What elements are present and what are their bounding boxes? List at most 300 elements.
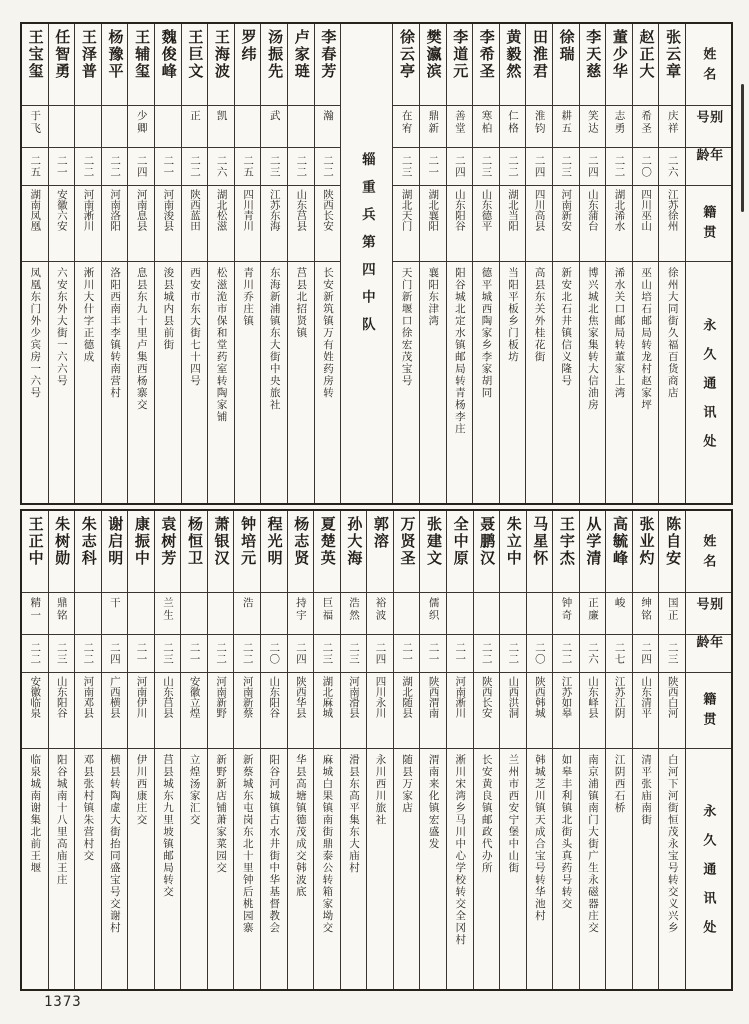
person-alias-cell	[315, 106, 341, 148]
person-name-cell	[288, 24, 314, 106]
person-name-cell	[474, 511, 500, 593]
person-name: 张云章	[664, 29, 682, 80]
person-origin: 陕西韩城	[533, 676, 546, 718]
person-origin-cell	[394, 673, 420, 749]
person-alias-cell	[500, 106, 526, 148]
person-alias: 武	[268, 110, 281, 123]
person-age: 二一	[401, 642, 414, 665]
person-alias: 绅铭	[640, 597, 653, 622]
person-name-cell	[341, 511, 367, 593]
person-column	[74, 24, 101, 503]
person-address: 立煌汤家汇交	[188, 754, 201, 826]
person-address: 伊川西康庄交	[135, 754, 148, 826]
person-alias-cell	[659, 593, 685, 635]
person-origin-cell	[580, 186, 606, 262]
person-origin: 江苏东海	[268, 189, 281, 231]
person-alias-cell	[22, 106, 48, 148]
person-age-cell	[393, 148, 419, 186]
person-origin-cell	[420, 673, 446, 749]
person-origin-cell	[447, 673, 473, 749]
person-origin-cell	[447, 186, 473, 262]
person-address-cell	[367, 749, 393, 989]
person-address: 博兴城北焦家集转大信油房	[586, 267, 599, 411]
person-column	[579, 511, 606, 989]
person-origin: 山东蒲台	[586, 189, 599, 231]
person-age: 二三	[666, 642, 679, 665]
person-age: 二六	[587, 642, 600, 665]
person-age-cell	[420, 148, 446, 186]
person-name-cell	[75, 511, 101, 593]
person-name: 孙大海	[345, 516, 363, 567]
person-name: 董少华	[610, 29, 628, 80]
person-alias-cell	[208, 593, 234, 635]
person-origin-cell	[208, 186, 234, 262]
person-name-cell	[102, 24, 128, 106]
header-age	[686, 635, 731, 673]
person-column	[473, 511, 500, 989]
person-address: 随县万家店	[401, 754, 414, 814]
header-address	[686, 262, 731, 503]
person-age: 二三	[321, 642, 334, 665]
person-alias-cell	[75, 106, 101, 148]
person-name-cell	[500, 511, 526, 593]
person-origin: 湖北麻城	[321, 676, 334, 718]
scan-edge-artifact	[741, 84, 744, 212]
header-age-label: 年龄	[694, 148, 724, 168]
person-alias-cell	[288, 106, 314, 148]
person-age-cell	[527, 635, 553, 673]
header-origin	[686, 673, 731, 749]
person-name-cell	[553, 24, 579, 106]
person-alias-cell	[288, 593, 314, 635]
person-age: 二四	[108, 642, 121, 665]
person-address-cell	[420, 749, 446, 989]
person-name-cell	[75, 24, 101, 106]
person-alias: 兰生	[162, 597, 175, 622]
person-name: 康振中	[132, 516, 150, 567]
header-alias	[686, 593, 731, 635]
person-alias-cell	[553, 106, 579, 148]
person-alias-cell	[261, 106, 287, 148]
person-name-cell	[553, 511, 579, 593]
person-address-cell	[208, 749, 234, 989]
person-origin-cell	[128, 186, 154, 262]
person-age-cell	[500, 635, 526, 673]
person-age-cell	[102, 635, 128, 673]
person-name-cell	[659, 24, 685, 106]
header-age-label: 年龄	[694, 635, 724, 655]
person-name: 张建文	[425, 516, 443, 567]
person-address-cell	[447, 262, 473, 503]
person-address-cell	[314, 749, 340, 989]
person-age-cell	[474, 635, 500, 673]
person-name: 朱志科	[79, 516, 97, 567]
person-age-cell	[22, 635, 48, 673]
person-origin: 四川青川	[242, 189, 255, 231]
person-address: 渭南来化镇宏盛发	[427, 754, 440, 850]
person-column	[419, 511, 446, 989]
person-column	[314, 24, 341, 503]
person-alias: 在宥	[400, 110, 413, 135]
person-origin: 江苏江阴	[613, 676, 626, 718]
person-address-cell	[155, 749, 181, 989]
person-alias-cell	[473, 106, 499, 148]
person-alias: 善堂	[453, 110, 466, 135]
person-origin-cell	[288, 186, 314, 262]
person-name: 赵正大	[637, 29, 655, 80]
person-name: 程光明	[265, 516, 283, 567]
person-origin-cell	[155, 186, 181, 262]
person-column	[233, 511, 260, 989]
person-address-cell	[526, 262, 552, 503]
person-origin: 河南浚县	[162, 189, 175, 231]
person-age: 二二	[188, 155, 201, 178]
column-headers-top	[685, 24, 731, 503]
person-origin-cell	[234, 673, 260, 749]
person-address-cell	[420, 262, 446, 503]
person-name-cell	[102, 511, 128, 593]
person-origin-cell	[606, 186, 632, 262]
person-column	[340, 511, 367, 989]
person-address-cell	[49, 262, 75, 503]
person-column	[207, 24, 234, 503]
person-address: 凤凰东门外少宾房一六号	[29, 267, 42, 399]
person-origin-cell	[500, 186, 526, 262]
person-name-cell	[128, 511, 154, 593]
person-origin-cell	[659, 186, 685, 262]
person-age-cell	[208, 148, 234, 186]
person-address-cell	[102, 749, 128, 989]
person-alias-cell	[102, 593, 128, 635]
person-name: 王巨文	[186, 29, 204, 80]
person-age-cell	[394, 635, 420, 673]
person-name-cell	[606, 24, 632, 106]
person-origin-cell	[633, 673, 659, 749]
person-alias-cell	[49, 106, 75, 148]
person-alias-cell	[659, 106, 685, 148]
person-address: 浚县城内县前街	[162, 267, 175, 351]
person-name: 罗纬	[239, 29, 257, 63]
person-age-cell	[155, 148, 181, 186]
person-age: 二一	[454, 642, 467, 665]
person-address-cell	[155, 262, 181, 503]
person-column	[48, 511, 75, 989]
person-origin: 陕西渭南	[427, 676, 440, 718]
person-name-cell	[394, 511, 420, 593]
person-age-cell	[659, 148, 685, 186]
person-name: 张业灼	[637, 516, 655, 567]
person-origin-cell	[182, 186, 208, 262]
person-age-cell	[553, 148, 579, 186]
person-name-cell	[526, 24, 552, 106]
person-origin-cell	[181, 673, 207, 749]
person-address-cell	[633, 749, 659, 989]
person-age-cell	[261, 148, 287, 186]
person-address: 浠水关口邮局转董家上湾	[613, 267, 626, 399]
person-address: 东海新浦镇东大街中央旅社	[268, 267, 281, 411]
person-age-cell	[75, 148, 101, 186]
person-age-cell	[553, 635, 579, 673]
person-alias: 笑达	[586, 110, 599, 135]
person-origin: 山东德平	[480, 189, 493, 231]
person-address-cell	[473, 262, 499, 503]
person-address-cell	[393, 262, 419, 503]
person-name: 马星怀	[531, 516, 549, 567]
person-address: 华县高塘镇德茂成交韩波底	[294, 754, 307, 898]
person-address-cell	[208, 262, 234, 503]
person-origin: 四川高县	[533, 189, 546, 231]
person-alias-cell	[367, 593, 393, 635]
person-alias: 仁格	[507, 110, 520, 135]
header-alias	[686, 106, 731, 148]
header-name-label: 姓名	[701, 47, 717, 87]
person-alias: 于飞	[29, 110, 42, 135]
person-origin: 河南伊川	[135, 676, 148, 718]
person-address-cell	[341, 749, 367, 989]
person-age-cell	[261, 635, 287, 673]
person-name-cell	[367, 511, 393, 593]
person-origin-cell	[261, 673, 287, 749]
person-name: 李道元	[451, 29, 469, 80]
person-origin-cell	[420, 186, 446, 262]
person-origin: 山东莒县	[295, 189, 308, 231]
person-address: 新蔡城东屯岗东北十里钟后桃园寨	[241, 754, 254, 934]
person-column	[154, 511, 181, 989]
person-alias-cell	[526, 106, 552, 148]
person-column	[525, 24, 552, 503]
person-name: 王泽普	[79, 29, 97, 80]
person-alias: 儒织	[427, 597, 440, 622]
roster-table-top	[20, 22, 733, 505]
person-origin: 湖北浠水	[613, 189, 626, 231]
person-address: 清平张庙南街	[640, 754, 653, 826]
person-origin: 山东阳谷	[55, 676, 68, 718]
person-name-cell	[659, 511, 685, 593]
person-origin-cell	[659, 673, 685, 749]
person-alias-cell	[394, 593, 420, 635]
person-alias: 峻	[613, 597, 626, 610]
person-age: 二二	[507, 155, 520, 178]
person-age-cell	[49, 635, 75, 673]
person-column	[658, 511, 685, 989]
person-age: 二二	[29, 642, 42, 665]
person-name: 王正中	[26, 516, 44, 567]
person-age-cell	[633, 635, 659, 673]
person-name-cell	[473, 24, 499, 106]
person-address-cell	[606, 262, 632, 503]
person-age-cell	[128, 635, 154, 673]
person-origin-cell	[500, 673, 526, 749]
person-address-cell	[181, 749, 207, 989]
person-address: 淅川大什字正德成	[82, 267, 95, 363]
person-origin: 河南洛阳	[109, 189, 122, 231]
person-alias-cell	[341, 593, 367, 635]
person-age: 二六	[666, 155, 679, 178]
person-age-cell	[447, 148, 473, 186]
person-column	[579, 24, 606, 503]
person-alias-cell	[633, 106, 659, 148]
header-address	[686, 749, 731, 989]
person-origin: 山东莒县	[162, 676, 175, 718]
person-address: 永川西川旅社	[374, 754, 387, 826]
person-age: 二一	[162, 155, 175, 178]
person-name: 从学清	[584, 516, 602, 567]
person-alias: 正	[188, 110, 201, 123]
person-origin: 河南邓县	[82, 676, 95, 718]
person-name-cell	[208, 24, 234, 106]
person-column	[101, 24, 128, 503]
person-alias: 浩	[241, 597, 254, 610]
person-name: 卢家琏	[292, 29, 310, 80]
person-alias: 志勇	[613, 110, 626, 135]
person-address: 莒县城东九里坡镇邮局转交	[162, 754, 175, 898]
header-name	[686, 511, 731, 593]
person-origin-cell	[526, 186, 552, 262]
header-address-label: 永久通讯处	[701, 317, 717, 463]
person-alias: 巨福	[321, 597, 334, 622]
person-name: 谢启明	[106, 516, 124, 567]
person-origin-cell	[474, 673, 500, 749]
person-origin-cell	[49, 186, 75, 262]
person-age: 二二	[613, 155, 626, 178]
person-address: 长安黄良镇邮政代办所	[480, 754, 493, 874]
person-name: 杨志贤	[292, 516, 310, 567]
person-name-cell	[420, 24, 446, 106]
person-alias: 浩然	[347, 597, 360, 622]
person-age: 二二	[241, 642, 254, 665]
person-age: 二〇	[640, 155, 653, 178]
person-address-cell	[394, 749, 420, 989]
person-age-cell	[580, 635, 606, 673]
person-origin: 河南淅川	[454, 676, 467, 718]
person-column	[419, 24, 446, 503]
person-alias: 干	[108, 597, 121, 610]
person-address: 德平城西陶家乡李家胡同	[480, 267, 493, 399]
person-origin: 四川永川	[374, 676, 387, 718]
person-address: 淅川宋湾乡马川中心学校转交全冈村	[454, 754, 467, 946]
person-column	[632, 24, 659, 503]
person-age-cell	[234, 635, 260, 673]
person-origin-cell	[315, 186, 341, 262]
person-alias-cell	[420, 106, 446, 148]
person-origin: 湖北随县	[401, 676, 414, 718]
person-column	[392, 24, 419, 503]
person-age-cell	[473, 148, 499, 186]
person-address-cell	[261, 749, 287, 989]
person-alias-cell	[128, 106, 154, 148]
person-age: 二四	[640, 642, 653, 665]
person-address: 六安东外大街一六六号	[55, 267, 68, 387]
person-age-cell	[128, 148, 154, 186]
person-address: 徐州大同街久福百货商店	[666, 267, 679, 399]
person-age-cell	[288, 635, 314, 673]
person-name-cell	[128, 24, 154, 106]
person-column	[552, 24, 579, 503]
person-column	[260, 511, 287, 989]
person-name-cell	[181, 511, 207, 593]
person-name-cell	[261, 511, 287, 593]
person-age: 二三	[400, 155, 413, 178]
person-name: 汤振先	[266, 29, 284, 80]
person-age: 二三	[268, 155, 281, 178]
person-origin: 广西横县	[108, 676, 121, 718]
person-name-cell	[420, 511, 446, 593]
person-origin-cell	[288, 673, 314, 749]
person-address: 莒县北招贤镇	[295, 267, 308, 339]
person-column	[22, 511, 48, 989]
person-name: 钟培元	[239, 516, 257, 567]
person-name-cell	[527, 511, 553, 593]
person-alias: 淮钧	[533, 110, 546, 135]
person-name-cell	[208, 511, 234, 593]
header-address-label: 永久通讯处	[701, 804, 717, 949]
header-origin-label: 籍贯	[701, 205, 717, 245]
person-address-cell	[49, 749, 75, 989]
person-name: 夏楚英	[318, 516, 336, 567]
person-alias-cell	[393, 106, 419, 148]
person-address: 洛阳西南丰李镇转南营村	[109, 267, 122, 399]
person-address: 江阴西石桥	[613, 754, 626, 814]
person-origin: 安徽立煌	[188, 676, 201, 718]
person-address-cell	[606, 749, 632, 989]
unit-label: 辎重兵第四中队	[359, 152, 375, 345]
person-address: 白河下河街恒茂永宝号转交义兴乡	[666, 754, 679, 934]
person-name-cell	[22, 511, 48, 593]
person-origin-cell	[367, 673, 393, 749]
person-origin: 河南息县	[135, 189, 148, 231]
person-age: 二一	[188, 642, 201, 665]
person-origin: 安徽临泉	[29, 676, 42, 718]
person-address: 襄阳东津湾	[427, 267, 440, 327]
person-name-cell	[22, 24, 48, 106]
person-column	[472, 24, 499, 503]
person-origin-cell	[473, 186, 499, 262]
person-name: 高毓峰	[610, 516, 628, 567]
person-name: 杨豫平	[106, 29, 124, 80]
person-age-cell	[315, 148, 341, 186]
person-column	[127, 511, 154, 989]
person-address-cell	[633, 262, 659, 503]
person-alias-cell	[234, 593, 260, 635]
person-age: 二四	[586, 155, 599, 178]
person-address-cell	[580, 749, 606, 989]
person-column	[207, 511, 234, 989]
person-age: 二二	[82, 155, 95, 178]
person-name: 全中原	[451, 516, 469, 567]
person-origin: 四川巫山	[640, 189, 653, 231]
person-name-cell	[314, 511, 340, 593]
person-age-cell	[500, 148, 526, 186]
person-column	[393, 511, 420, 989]
person-name-cell	[49, 24, 75, 106]
person-age-cell	[102, 148, 128, 186]
person-age: 二二	[215, 642, 228, 665]
person-alias: 持宇	[294, 597, 307, 622]
person-column	[287, 24, 314, 503]
person-name: 任智勇	[53, 29, 71, 80]
person-address: 新安北石井镇信义隆号	[560, 267, 573, 387]
person-age: 二五	[29, 155, 42, 178]
person-address-cell	[128, 262, 154, 503]
person-address: 如皋丰利镇北街头真药号转交	[560, 754, 573, 910]
person-alias: 凯	[215, 110, 228, 123]
person-name: 李希圣	[477, 29, 495, 80]
person-name: 李天慈	[584, 29, 602, 80]
person-alias-cell	[75, 593, 101, 635]
person-name: 袁树芳	[159, 516, 177, 567]
person-age: 二二	[295, 155, 308, 178]
person-name: 魏俊峰	[159, 29, 177, 80]
